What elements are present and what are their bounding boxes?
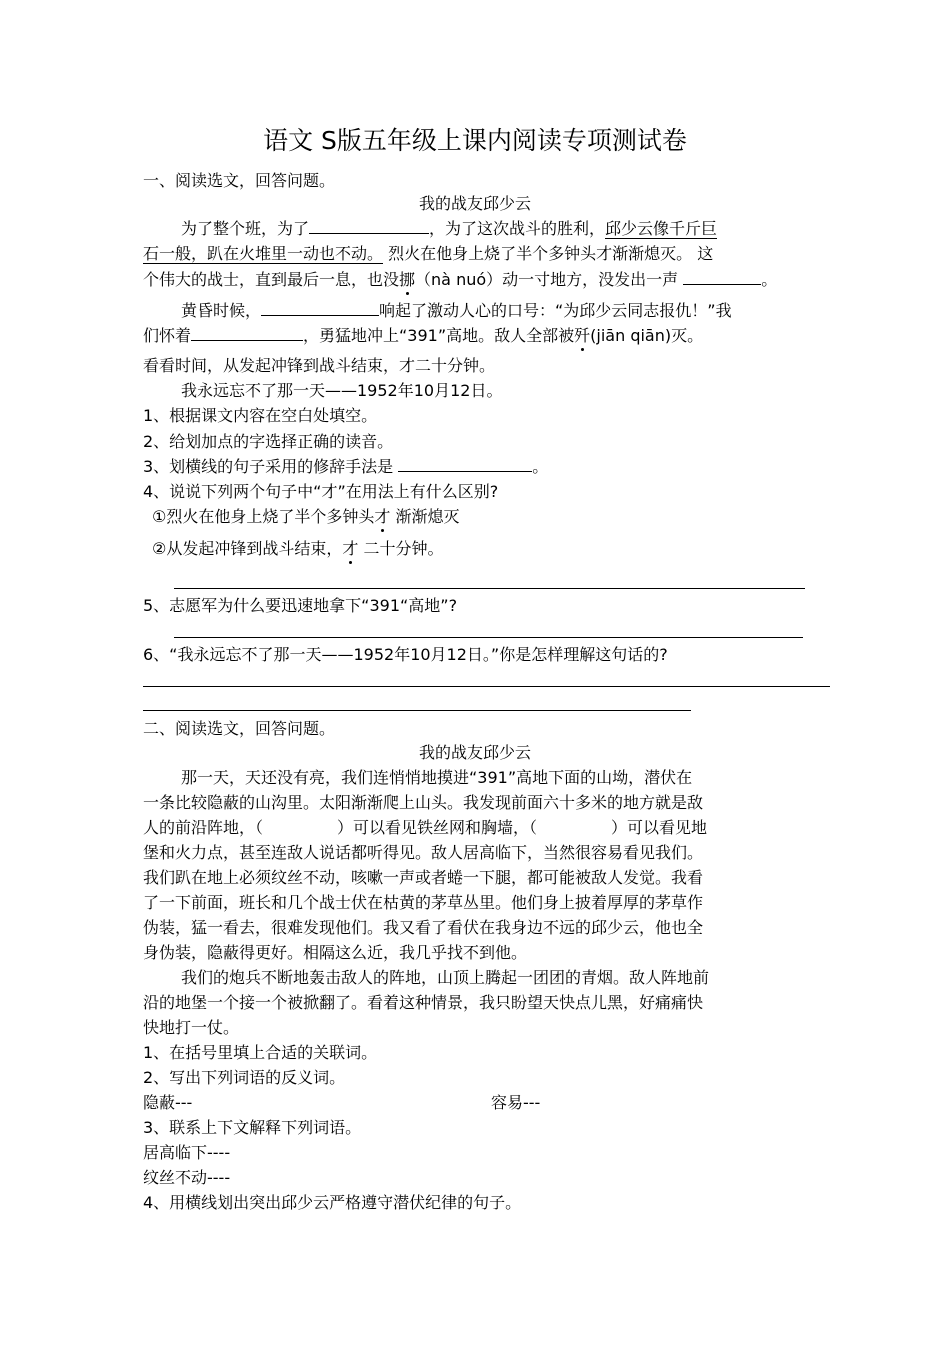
text: 这 [697,244,714,263]
blank-line [261,301,379,316]
blank-line [309,219,429,234]
blank-line [683,270,761,285]
s2-q3-word-2: 纹丝不动---- [143,1168,231,1187]
s2-line: 身伪装，隐蔽得更好。相隔这么近，我几乎找不到他。 [143,943,528,962]
text: ②从发起冲锋到战斗结束， [152,539,343,558]
text: ）可以看见地 [611,818,708,837]
s1-question-1: 1、根据课文内容在空白处填空。 [143,406,378,425]
answer-line[interactable] [143,710,691,711]
s1-q4-sentence-1 [152,507,459,527]
s2-question-1: 1、在括号里填上合适的关联词。 [143,1043,378,1062]
text: 们怀着 [143,326,192,345]
text: 。 [532,457,549,476]
text: （nà nuó）动一寸地方，没发出一声 [415,270,679,289]
dotted-character: 才 [342,539,359,558]
blank-line [191,326,303,341]
s2-line: 了一下前面，班长和几个战士伏在枯黄的茅草丛里。他们身上披着厚厚的茅草作 [143,893,704,912]
s1-p1-line3 [143,270,777,290]
s1-question-5: 5、志愿军为什么要迅速地拿下“391“高地”? [143,596,458,615]
section1-heading: 一、阅读选文，回答问题。 [143,171,336,190]
text: (jiān qiān)灭。 [590,326,704,345]
s2-question-2: 2、写出下列词语的反义词。 [143,1068,346,1087]
answer-line[interactable] [143,686,830,687]
s1-question-4: 4、说说下列两个句子中“才”在用法上有什么区别? [143,482,499,501]
text: 个伟大的战士，直到最后一息，也没 [143,270,400,289]
s2-q2-word-2: 容易--- [491,1093,541,1112]
s1-question-2: 2、给划加点的字选择正确的读音。 [143,432,394,451]
s1-q4-sentence-2 [152,539,443,559]
text: ，为了这次战斗的胜利， [429,219,606,238]
s2-line [143,818,707,838]
underlined-sentence: 石一般，趴在火堆里一动也不动。 [143,244,384,263]
dotted-character: 歼 [574,326,591,345]
s1-p2-line1 [181,301,732,321]
s2-line: 快地打一仗。 [143,1018,240,1037]
s2-line: 我们趴在地上必须纹丝不动，咳嗽一声或者蜷一下腿，都可能被敌人发觉。我看 [143,868,704,887]
text: 人的前沿阵地，（ [143,818,264,837]
dotted-character: 挪 [399,270,416,289]
text: 为了整个班，为了 [181,219,310,238]
text: 。 [761,270,778,289]
s1-p1-line2 [143,244,713,264]
s2-line: 一条比较隐蔽的山沟里。太阳渐渐爬上山头。我发现前面六十多米的地方就是敌 [143,793,704,812]
dotted-character: 才 [374,507,391,526]
section1-passage-title: 我的战友邱少云 [418,194,531,213]
answer-line[interactable] [174,588,805,589]
text: 3、划横线的句子采用的修辞手法是 [143,457,394,476]
s2-line: 那一天，天还没有亮，我们连悄悄地摸进“391”高地下面的山坳，潜伏在 [181,768,693,787]
section2-heading: 二、阅读选文，回答问题。 [143,719,336,738]
text: 黄昏时候， [181,301,262,320]
s1-p3: 我永远忘不了那一天——1952年10月12日。 [181,381,503,400]
s1-p2-line3: 看看时间，从发起冲锋到战斗结束，才二十分钟。 [143,356,496,375]
s2-line: 我们的炮兵不断地轰击敌人的阵地，山顶上腾起一团团的青烟。敌人阵地前 [181,968,710,987]
s2-question-3: 3、联系上下文解释下列词语。 [143,1118,362,1137]
s2-line: 沿的地堡一个接一个被掀翻了。看着这种情景，我只盼望天快点儿黑，好痛痛快 [143,993,704,1012]
s2-q2-word-1: 隐蔽--- [143,1093,193,1112]
s1-p1-line1 [181,219,717,239]
underlined-sentence: 邱少云像千斤巨 [605,219,718,238]
answer-line[interactable] [174,637,803,638]
s2-q3-word-1: 居高临下---- [143,1143,231,1162]
answer-blank[interactable] [398,457,532,472]
page-title: 语文 S版五年级上课内阅读专项测试卷 [263,126,687,155]
s1-question-3 [143,457,548,477]
s2-line: 伪装，猛一看去，很难发现他们。我又看了看伏在我身边不远的邱少云，他也全 [143,918,704,937]
text: 烈火在他身上烧了半个多钟头才渐渐熄灭。 [388,244,693,263]
text: ①烈火在他身上烧了半个多钟头 [152,507,375,526]
s2-question-4: 4、用横线划出突出邱少云严格遵守潜伏纪律的句子。 [143,1193,522,1212]
s1-p2-line2 [143,326,703,346]
text: ）可以看见铁丝网和胸墙，（ [337,818,538,837]
s2-line: 堡和火力点，甚至连敌人说话都听得见。敌人居高临下，当然很容易看见我们。 [143,843,704,862]
text: 二十分钟。 [363,539,444,558]
text: ，勇猛地冲上“391”高地。敌人全部被 [303,326,575,345]
section2-passage-title: 我的战友邱少云 [418,743,531,762]
text: 响起了激动人心的口号：“为邱少云同志报仇！”我 [379,301,732,320]
text: 渐渐熄灭 [395,507,460,526]
s1-question-6: 6、“我永远忘不了那一天——1952年10月12日。”你是怎样理解这句话的? [143,645,668,664]
